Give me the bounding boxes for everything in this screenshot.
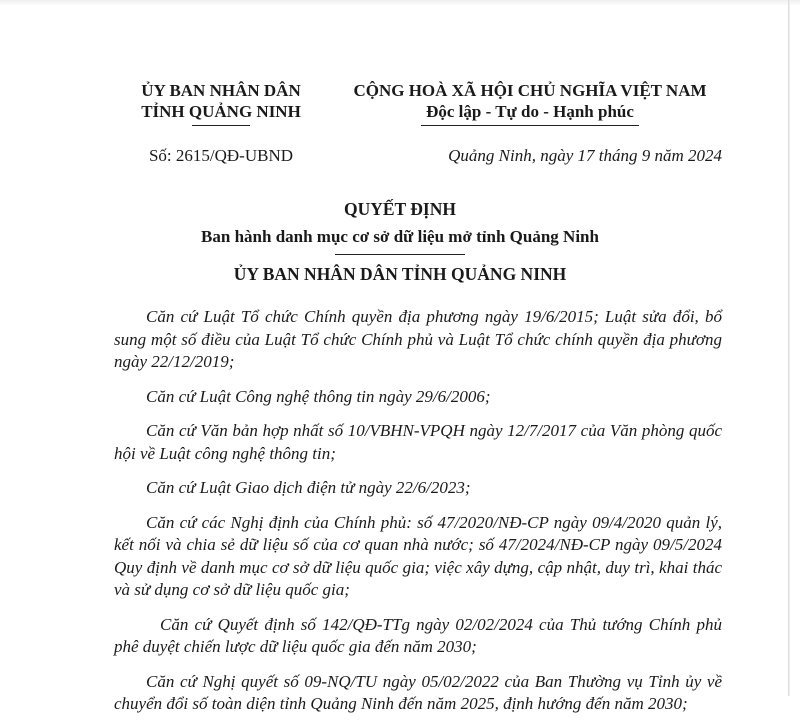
issuing-agency <box>136 80 306 126</box>
paragraph: Căn cứ Luật Giao dịch điện tử ngày 22/6/2023; <box>146 478 471 497</box>
nation-name: CỘNG HOÀ XÃ HỘI CHỦ NGHĨA VIỆT NAM <box>353 81 707 100</box>
paragraph: Căn cứ Nghị quyết số 09-NQ/TU ngày 05/02/2022 của Ban Thường vụ Tỉnh ủy về chuyển đổi số toàn diện tỉnh Quảng Ninh đến năm 2025, định hướng đến năm 2030; <box>114 671 722 713</box>
agency-line-2: TỈNH QUẢNG NINH <box>141 102 301 121</box>
title-block <box>0 198 800 285</box>
national-motto <box>340 80 720 126</box>
document-summary: Ban hành danh mục cơ sở dữ liệu mở tỉnh Quảng Ninh <box>201 227 599 246</box>
page-top-shadow <box>0 0 800 6</box>
document-body <box>114 306 722 728</box>
motto-underline <box>421 125 639 126</box>
issuing-authority: ỦY BAN NHÂN DÂN TỈNH QUẢNG NINH <box>233 264 567 284</box>
document-number: Số: 2615/QĐ-UBND <box>148 146 294 165</box>
motto: Độc lập - Tự do - Hạnh phúc <box>426 102 634 121</box>
place-and-date: Quảng Ninh, ngày 17 tháng 9 năm 2024 <box>448 146 722 165</box>
document-type: QUYẾT ĐỊNH <box>344 199 456 219</box>
summary-underline <box>335 254 465 255</box>
agency-line-1: ỦY BAN NHÂN DÂN <box>141 81 301 100</box>
agency-underline <box>192 125 250 126</box>
paragraph: Căn cứ Quyết định số 142/QĐ-TTg ngày 02/02/2024 của Thủ tướng Chính phủ phê duyệt chiến lược dữ liệu quốc gia đến năm 2030; <box>114 614 722 656</box>
paragraph: Căn cứ Luật Tổ chức Chính quyền địa phương ngày 19/6/2015; Luật sửa đổi, bổ sung một số điều của Luật Tổ chức Chính phủ và Luật Tổ chức chính quyền địa phương ngày 22/12/2019; <box>114 307 722 371</box>
paragraph: Căn cứ Luật Công nghệ thông tin ngày 29/6/2006; <box>146 386 491 406</box>
page-edge <box>788 0 790 696</box>
paragraph: Căn cứ các Nghị định của Chính phủ: số 47/2020/NĐ-CP ngày 09/4/2020 quản lý, kết nối và chia sẻ dữ liệu số của cơ quan nhà nước; số 47/2024/NĐ-CP ngày 09/5/2024 Quy định về danh mục cơ sở dữ liệu quốc gia; việc xây dựng, cập nhật, duy trì, khai thác và sử dụng cơ sở dữ liệu quốc gia; <box>114 512 722 599</box>
paragraph: Căn cứ Văn bản hợp nhất số 10/VBHN-VPQH ngày 12/7/2017 của Văn phòng quốc hội về Luật công nghệ thông tin; <box>114 421 722 463</box>
